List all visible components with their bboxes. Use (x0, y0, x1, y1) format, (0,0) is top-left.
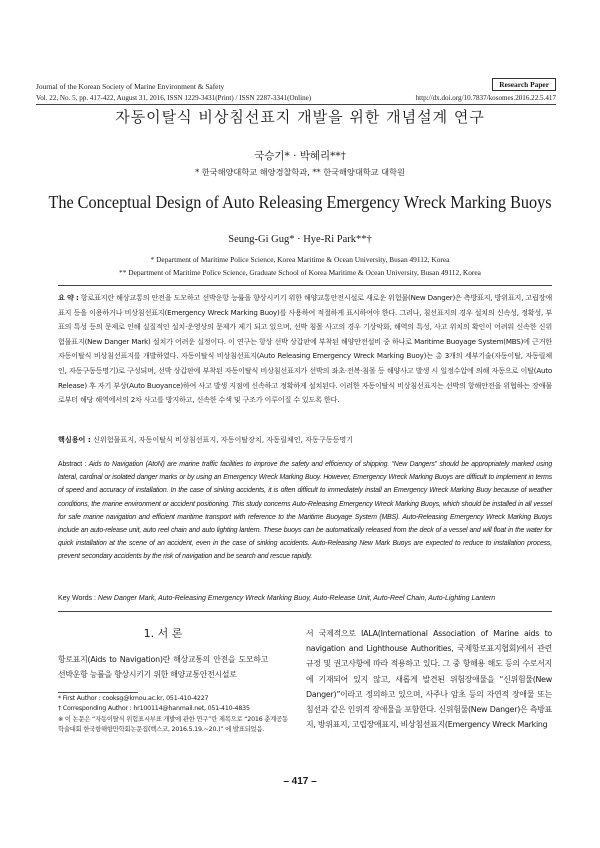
keywords-english-text: New Danger Mark, Auto-Releasing Emergency Wreck Marking Buoy, Auto-Release Unit, Auto-Reel Chain, Auto-Lighting Lantern (97, 595, 496, 602)
abstract-korean-label: 요 약 : (58, 293, 79, 302)
abstract-bottom-rule (58, 611, 552, 612)
abstract-english-text: Aids to Navigation (AtoN) are marine traffic facilities to improve the safety and efficiency of shipping. “New Dangers” should be appropriately marked using lateral, cardinal or isolated danger marks or by using an Emergency Wreck Marking Buoy. However, Emergency Wreck Marking Buoys are difficult to implement in terms of speed and accuracy of installation. In the case of sinking accidents, it is often difficult to immediately install an Emergency Wreck Marking Buoy because of weather conditions, the marine environment or accident positioning. This study concerns Auto-Releasing Emergency Wreck Marking Buoys, which should be installed in all vessel for safe marine navigation and efficient maritime transport with reference to the Maritime Buoyage System (MBS). Auto-Releasing Emergency Wreck Marking Buoys include an auto-release unit, auto reel chain and auto lighting lantern. These buoys can be automatically released from the deck of a vessel and will float in the water for quick installation at the scene of an accident, even in the case of sinking accidents. Auto-Releasing New Mark Buoys are expected to reduce to installation process, prevent secondary accidents by the risk of navigation and be search and rescue rapidly. (58, 461, 552, 561)
keywords-korean-text: 신위험물표지, 자동이탈식 비상침선표지, 자동이탈장치, 자동릴체인, 자동구동등명기 (92, 435, 354, 444)
volume-line: Vol. 22, No. 5, pp. 417-422, August 31, 2016, ISSN 1229-3431(Print) / ISSN 2287-3341(Online) (36, 94, 312, 102)
body-left-column: 항로표지(Aids to Navigation)란 해상교통의 안전을 도모하고 선박운항 능률을 향상시키기 위한 해양교통안전시설로 (58, 655, 268, 680)
authors-korean: 국승기* · 박혜리**† (254, 150, 346, 162)
keywords-korean (58, 435, 552, 445)
keywords-korean-label: 핵심용어 : (58, 435, 91, 444)
footnote-corresponding-author: † Corresponding Author : hr100114@hanmail.net, 051-410-4835 (58, 705, 250, 713)
research-paper-badge: Research Paper (492, 78, 556, 91)
footnotes (58, 694, 288, 736)
footnote-presentation-note: ※ 이 논문은 “자동이탈식 위험표시부표 개발에 관한 연구”란 제목으로 “2016 춘계공동학술대회 한국항해항만학회논문집(벡스코, 2016.5.19.~20.)” 에 발표되었음. (58, 715, 288, 734)
title-english: The Conceptual Design of Auto Releasing Emergency Wreck Marking Buoys (48, 192, 552, 212)
authors-english: Seung-Gi Gug* · Hye-Ri Park**† (228, 234, 372, 245)
section-title: 1. 서 론 (143, 627, 183, 640)
affiliation-english (60, 253, 540, 279)
affiliation-korean: * 한국해양대학교 해양경찰학과, ** 한국해양대학교 대학원 (195, 167, 405, 177)
doi-link[interactable]: http://dx.doi.org/10.7837/kosomes.2016.22.5.417 (415, 94, 556, 102)
body-right-column: 서 국제적으로 IALA(International Association of Marine aids to navigation and Lighthouse Authorities, 국제항로표지협회)에서 관련 규정 및 권고사항에 따라 적용하고 있다. 그 중 항해용 해도 등의 수로서지에 기재되어 있지 않고, 새롭게 발견된 위험장애물을 “신위험물(New Danger)”이라고 정의하고 있으며, 사주나 암초 등의 자연적 장애물 또는 침선과 같은 인위적 장애물을 포함한다. 신위험물(New Danger)은 측방표지, 방위표지, 고립장애표지, 비상침선표지(Emergency Wreck Marking (306, 629, 552, 730)
keywords-english-label: Key Words : (58, 595, 96, 602)
abstract-top-rule (58, 285, 552, 286)
abstract-korean-text: 항로표지란 해상교통의 안전을 도모하고 선박운항 능률을 향상시키기 위한 해양교통안전시설로 새로운 위험물(New Danger)은 측방표지, 방위표지, 고립장애표지 등을 이용하거나 비상침선표지(Emergency Wreck Marking Buoy)를 사용하여 적절하게 표시하여야 한다. 그러나, 침선표지의 경우 설치의 신속성, 정확성, 부표의 특성 등의 문제로 인해 실질적인 설치·운영상의 문제가 제기 되고 있으며, 선박 침몰 사고의 경우 기상악화, 해역의 특성, 사고 위치의 확인이 어려워 신속한 신위험물표지(New Danger Mark) 설치가 어려운 실정이다. 이 연구는 항상 선박 상갑판에 부착된 해양안전설비 중 하나로 Maritime Buoyage System(MBS)에 근거한 자동이탈식 비상침선표지를 개발하였다. 자동이탈식 비상침선표지(Auto Releasing Emergency Wreck Marking Buoy)는 총 3개의 세부기술(자동이탈, 자동릴체인, 자동구동등명기)로 구성되며, 선박 상갑판에 부착된 자동이탈식 비상침선표지가 선박의 좌초·전복·침몰 등 해양사고 발생 시 일정수압에 의해 자동으로 이탈(Auto Release) 후 자기 부상(Auto Buoyance)하여 사고 발생 지점에 신속하고 정확하게 설치된다. 이러한 자동이탈식 비상침선표지는 선박의 항해안전을 위협하는 장애물로부터 해당 해역에서의 2차 사고를 방지하고, 신속한 수색 및 구조가 이루어질 수 있도록 한다. (58, 293, 552, 405)
footnote-rule (58, 692, 138, 693)
page-number: – 417 – (283, 776, 317, 787)
header-rule (36, 104, 556, 105)
abstract-english-label: Abstract : (58, 461, 87, 468)
journal-name: Journal of the Korean Society of Marine Environment & Safety (36, 82, 225, 91)
keywords-english (58, 595, 552, 602)
affiliation-1: * Department of Maritime Police Science, Korea Maritime & Ocean University, Busan 49112, Korea (150, 255, 450, 264)
abstract-english (58, 458, 552, 564)
affiliation-2: ** Department of Maritime Police Science, Graduate School of Korea Maritime & Ocean University, Busan 49112, Korea (119, 268, 481, 277)
abstract-korean (58, 291, 552, 408)
title-korean: 자동이탈식 비상침선표지 개발을 위한 개념설계 연구 (115, 108, 485, 126)
footnote-first-author: * First Author : cooksg@kmou.ac.kr, 051-410-4227 (58, 695, 209, 702)
